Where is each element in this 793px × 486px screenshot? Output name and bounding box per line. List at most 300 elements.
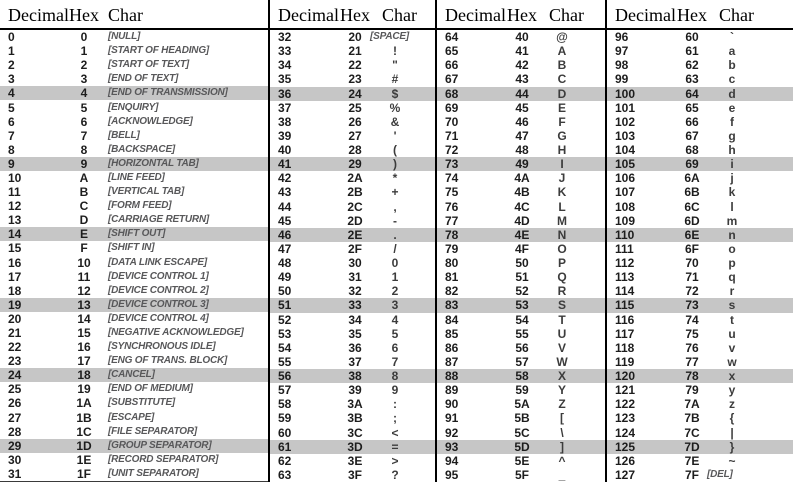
- decimal-cell: 52: [278, 312, 292, 327]
- column-rows: [437, 30, 605, 482]
- hex-cell: 11: [77, 269, 91, 284]
- char-cell: [VERTICAL TAB]: [108, 186, 185, 198]
- header-decimal: Decimal: [278, 5, 339, 25]
- decimal-cell: 36: [278, 86, 292, 101]
- hex-cell: 12: [77, 283, 91, 298]
- hex-cell: 31: [348, 270, 362, 285]
- char-cell: O: [557, 241, 567, 256]
- table-row: [437, 298, 605, 312]
- table-row: [270, 228, 435, 242]
- char-cell: /: [393, 241, 397, 256]
- table-row: [607, 171, 793, 185]
- table-row: [437, 426, 605, 440]
- table-row: [437, 313, 605, 327]
- hex-cell: 5A: [514, 397, 530, 412]
- decimal-cell: 69: [445, 100, 459, 115]
- char-cell: o: [728, 241, 736, 256]
- decimal-cell: 10: [8, 170, 22, 185]
- table-row: [270, 44, 435, 58]
- hex-cell: 41: [515, 44, 529, 59]
- hex-cell: 45: [515, 100, 529, 115]
- hex-cell: D: [79, 213, 89, 228]
- char-cell: 0: [391, 256, 399, 271]
- header-decimal: Decimal: [8, 5, 69, 25]
- table-row: [0, 453, 268, 467]
- hex-cell: 54: [515, 312, 529, 327]
- hex-cell: 2C: [347, 199, 363, 214]
- table-row: [607, 30, 793, 44]
- decimal-cell: 59: [278, 411, 292, 426]
- decimal-cell: 62: [278, 453, 292, 468]
- column-header: [270, 0, 435, 30]
- decimal-cell: 116: [615, 312, 635, 327]
- table-row: [270, 313, 435, 327]
- decimal-cell: 84: [445, 312, 459, 327]
- header-char: Char: [549, 5, 584, 25]
- decimal-cell: 66: [445, 58, 459, 73]
- char-cell: v: [728, 340, 736, 355]
- hex-cell: 57: [515, 354, 529, 369]
- decimal-cell: 104: [615, 143, 636, 158]
- hex-cell: 4: [80, 86, 88, 101]
- table-row: [607, 270, 793, 284]
- decimal-cell: 67: [445, 72, 459, 87]
- table-row: [607, 256, 793, 270]
- hex-cell: 19: [77, 382, 91, 397]
- char-cell: a: [728, 44, 736, 59]
- table-row: [437, 185, 605, 199]
- decimal-cell: 12: [8, 199, 22, 214]
- char-cell: [SHIFT IN]: [108, 242, 155, 254]
- char-cell: 4: [391, 312, 399, 327]
- table-row: [0, 199, 268, 213]
- table-row: [0, 241, 268, 255]
- hex-cell: 71: [685, 270, 699, 285]
- decimal-cell: 102: [615, 114, 636, 129]
- char-cell: 3: [391, 298, 399, 313]
- hex-cell: 3D: [347, 439, 363, 454]
- table-row: [607, 58, 793, 72]
- char-cell: [BELL]: [108, 129, 140, 141]
- table-row: [437, 171, 605, 185]
- char-cell: k: [728, 185, 736, 200]
- column-header: [607, 0, 793, 30]
- decimal-cell: 47: [278, 241, 292, 256]
- table-row: [0, 467, 268, 481]
- decimal-cell: 70: [445, 114, 459, 129]
- decimal-cell: 101: [615, 100, 636, 115]
- char-cell: [LINE FEED]: [108, 171, 165, 183]
- hex-cell: 1: [80, 44, 88, 59]
- char-cell: 2: [391, 284, 399, 299]
- hex-cell: 17: [77, 354, 91, 369]
- char-cell: =: [391, 439, 399, 454]
- char-cell: [DEVICE CONTROL 1]: [108, 270, 209, 282]
- hex-cell: 32: [348, 284, 362, 299]
- char-cell: [END OF TRANSMISSION]: [108, 87, 228, 99]
- char-cell: i: [730, 157, 734, 172]
- hex-cell: 4E: [514, 227, 530, 242]
- decimal-cell: 9: [8, 156, 15, 171]
- table-row: [0, 340, 268, 354]
- table-row: [607, 44, 793, 58]
- char-cell: #: [391, 72, 399, 87]
- char-cell: s: [728, 298, 736, 313]
- decimal-cell: 23: [8, 354, 22, 369]
- char-cell: A: [557, 44, 567, 59]
- char-cell: R: [557, 284, 567, 299]
- hex-cell: 78: [685, 369, 699, 384]
- char-cell: 7: [391, 354, 399, 369]
- ascii-column-0-31: [0, 0, 268, 482]
- char-cell: j: [730, 171, 734, 186]
- table-row: [437, 284, 605, 298]
- table-row: [437, 44, 605, 58]
- char-cell: 9: [391, 383, 399, 398]
- char-cell: *: [392, 171, 398, 186]
- decimal-cell: 48: [278, 256, 292, 271]
- decimal-cell: 124: [615, 425, 636, 440]
- char-cell: J: [558, 171, 566, 186]
- hex-cell: 1D: [76, 438, 92, 453]
- header-char: Char: [719, 5, 754, 25]
- char-cell: [HORIZONTAL TAB]: [108, 157, 199, 169]
- decimal-cell: 88: [445, 369, 459, 384]
- decimal-cell: 71: [445, 128, 459, 143]
- table-row: [607, 411, 793, 425]
- char-cell: 5: [391, 326, 399, 341]
- char-cell: [GROUP SEPARATOR]: [108, 439, 212, 451]
- hex-cell: 30: [348, 256, 362, 271]
- decimal-cell: 103: [615, 128, 636, 143]
- decimal-cell: 38: [278, 114, 292, 129]
- char-cell: [NULL]: [108, 31, 141, 43]
- table-row: [270, 185, 435, 199]
- table-row: [607, 383, 793, 397]
- hex-cell: 52: [515, 284, 529, 299]
- decimal-cell: 45: [278, 213, 292, 228]
- decimal-cell: 122: [615, 397, 636, 412]
- decimal-cell: 73: [445, 157, 459, 172]
- table-row: [0, 382, 268, 396]
- decimal-cell: 5: [8, 100, 15, 115]
- hex-cell: 3B: [347, 411, 363, 426]
- table-row: [270, 426, 435, 440]
- char-cell: [ENG OF TRANS. BLOCK]: [108, 355, 228, 367]
- decimal-cell: 72: [445, 143, 459, 158]
- char-cell: ^: [558, 453, 566, 468]
- decimal-cell: 79: [445, 241, 459, 256]
- table-row: [607, 440, 793, 454]
- hex-cell: 51: [515, 270, 529, 285]
- header-hex: Hex: [507, 5, 537, 25]
- table-row: [270, 468, 435, 482]
- table-row: [437, 129, 605, 143]
- char-cell: !: [393, 44, 397, 59]
- hex-cell: 79: [685, 383, 699, 398]
- char-cell: L: [558, 199, 566, 214]
- decimal-cell: 53: [278, 326, 292, 341]
- hex-cell: 9: [80, 156, 88, 171]
- table-row: [607, 242, 793, 256]
- hex-cell: 73: [685, 298, 699, 313]
- decimal-cell: 117: [615, 326, 635, 341]
- decimal-cell: 29: [8, 438, 22, 453]
- hex-cell: 2D: [347, 213, 363, 228]
- table-row: [607, 129, 793, 143]
- hex-cell: E: [79, 227, 88, 242]
- decimal-cell: 56: [278, 369, 292, 384]
- hex-cell: 75: [685, 326, 699, 341]
- hex-cell: 40: [515, 30, 529, 45]
- decimal-cell: 80: [445, 256, 459, 271]
- hex-cell: 77: [685, 354, 699, 369]
- table-row: [437, 101, 605, 115]
- hex-cell: 34: [348, 312, 362, 327]
- table-row: [0, 284, 268, 298]
- char-cell: $: [391, 86, 399, 101]
- hex-cell: 7: [80, 128, 88, 143]
- hex-cell: 18: [77, 368, 91, 383]
- hex-cell: 38: [348, 369, 362, 384]
- hex-cell: 58: [515, 369, 529, 384]
- decimal-cell: 3: [8, 72, 15, 87]
- table-row: [0, 157, 268, 171]
- char-cell: >: [391, 453, 399, 468]
- char-cell: <: [391, 425, 399, 440]
- char-cell: [FILE SEPARATOR]: [108, 425, 198, 437]
- hex-cell: 46: [515, 114, 529, 129]
- decimal-cell: 65: [445, 44, 459, 59]
- decimal-cell: 118: [615, 340, 635, 355]
- table-row: [270, 256, 435, 270]
- decimal-cell: 55: [278, 354, 292, 369]
- table-row: [0, 129, 268, 143]
- table-row: [270, 171, 435, 185]
- decimal-cell: 87: [445, 354, 459, 369]
- char-cell: [SUBSTITUTE]: [108, 397, 176, 409]
- char-cell: -: [393, 213, 397, 228]
- hex-cell: 7C: [684, 425, 700, 440]
- decimal-cell: 58: [278, 397, 292, 412]
- hex-cell: 74: [685, 312, 699, 327]
- decimal-cell: 89: [445, 383, 459, 398]
- hex-cell: 42: [515, 58, 529, 73]
- char-cell: {: [729, 411, 735, 426]
- table-row: [437, 200, 605, 214]
- table-row: [437, 468, 605, 482]
- table-row: [0, 298, 268, 312]
- decimal-cell: 37: [278, 100, 292, 115]
- decimal-cell: 35: [278, 72, 292, 87]
- decimal-cell: 17: [8, 269, 22, 284]
- hex-cell: 47: [515, 128, 529, 143]
- table-row: [437, 397, 605, 411]
- table-row: [0, 44, 268, 58]
- table-row: [0, 411, 268, 425]
- table-row: [270, 157, 435, 171]
- hex-cell: 72: [685, 284, 699, 299]
- char-cell: d: [728, 86, 736, 101]
- table-row: [0, 72, 268, 86]
- table-row: [0, 270, 268, 284]
- char-cell: _: [558, 467, 566, 482]
- table-row: [437, 157, 605, 171]
- char-cell: [FORM FEED]: [108, 200, 172, 212]
- table-row: [0, 185, 268, 199]
- hex-cell: 2A: [347, 171, 363, 186]
- hex-cell: 1C: [76, 424, 92, 439]
- char-cell: P: [557, 256, 566, 271]
- decimal-cell: 98: [615, 58, 629, 73]
- ascii-column-32-63: [268, 0, 435, 482]
- hex-cell: 62: [685, 58, 699, 73]
- decimal-cell: 75: [445, 185, 459, 200]
- hex-cell: 3E: [347, 453, 363, 468]
- header-decimal: Decimal: [615, 5, 676, 25]
- hex-cell: 4B: [514, 185, 530, 200]
- decimal-cell: 44: [278, 199, 292, 214]
- char-cell: z: [729, 397, 735, 412]
- table-row: [270, 115, 435, 129]
- char-cell: .: [393, 227, 397, 242]
- hex-cell: F: [80, 241, 88, 256]
- decimal-cell: 30: [8, 452, 22, 467]
- table-row: [607, 101, 793, 115]
- char-cell: [BACKSPACE]: [108, 143, 176, 155]
- decimal-cell: 110: [615, 227, 635, 242]
- hex-cell: 21: [348, 44, 362, 59]
- table-row: [0, 30, 268, 44]
- table-row: [607, 72, 793, 86]
- hex-cell: 4C: [514, 199, 530, 214]
- hex-cell: 44: [515, 86, 529, 101]
- ascii-column-64-95: [435, 0, 605, 482]
- char-cell: Q: [557, 270, 567, 285]
- decimal-cell: 77: [445, 213, 459, 228]
- hex-cell: 8: [80, 142, 88, 157]
- hex-cell: 27: [348, 128, 362, 143]
- char-cell: [SPACE]: [370, 31, 409, 43]
- column-rows: [607, 30, 793, 482]
- decimal-cell: 24: [8, 368, 22, 383]
- char-cell: q: [728, 270, 736, 285]
- char-cell: (: [393, 143, 397, 158]
- hex-cell: 28: [348, 143, 362, 158]
- hex-cell: 55: [515, 326, 529, 341]
- decimal-cell: 92: [445, 425, 459, 440]
- table-row: [270, 355, 435, 369]
- char-cell: \: [560, 425, 564, 440]
- hex-cell: 50: [515, 256, 529, 271]
- hex-cell: 48: [515, 143, 529, 158]
- char-cell: |: [730, 425, 734, 440]
- table-row: [437, 440, 605, 454]
- char-cell: X: [557, 369, 566, 384]
- char-cell: U: [557, 326, 567, 341]
- char-cell: n: [728, 227, 736, 242]
- char-cell: ]: [560, 439, 564, 454]
- hex-cell: 43: [515, 72, 529, 87]
- decimal-cell: 125: [615, 439, 636, 454]
- decimal-cell: 83: [445, 298, 459, 313]
- table-row: [270, 87, 435, 101]
- char-cell: e: [728, 100, 736, 115]
- char-cell: [ACKNOWLEDGE]: [108, 115, 193, 127]
- hex-cell: 14: [77, 311, 91, 326]
- decimal-cell: 6: [8, 114, 15, 129]
- table-row: [437, 242, 605, 256]
- decimal-cell: 21: [8, 326, 22, 341]
- table-row: [270, 327, 435, 341]
- table-row: [607, 298, 793, 312]
- hex-cell: 37: [348, 354, 362, 369]
- header-char: Char: [108, 5, 143, 25]
- hex-cell: 7A: [684, 397, 700, 412]
- char-cell: F: [558, 114, 566, 129]
- char-cell: ': [393, 128, 397, 143]
- hex-cell: 70: [685, 256, 699, 271]
- hex-cell: 33: [348, 298, 362, 313]
- decimal-cell: 4: [8, 86, 15, 101]
- decimal-cell: 119: [615, 354, 635, 369]
- table-row: [607, 143, 793, 157]
- table-row: [0, 368, 268, 382]
- hex-cell: 67: [685, 128, 699, 143]
- decimal-cell: 54: [278, 340, 292, 355]
- table-row: [607, 369, 793, 383]
- char-cell: [RECORD SEPARATOR]: [108, 453, 219, 465]
- hex-cell: 56: [515, 340, 529, 355]
- char-cell: [SYNCHRONOUS IDLE]: [108, 341, 216, 353]
- char-cell: h: [728, 143, 736, 158]
- hex-cell: 63: [685, 72, 699, 87]
- char-cell: [CARRIAGE RETURN]: [108, 214, 210, 226]
- table-row: [437, 270, 605, 284]
- decimal-cell: 86: [445, 340, 459, 355]
- char-cell: [DATA LINK ESCAPE]: [108, 256, 207, 268]
- decimal-cell: 26: [8, 396, 22, 411]
- table-row: [607, 426, 793, 440]
- char-cell: ,: [393, 199, 397, 214]
- table-row: [437, 214, 605, 228]
- table-row: [270, 200, 435, 214]
- decimal-cell: 127: [615, 467, 636, 482]
- table-row: [0, 86, 268, 100]
- hex-cell: 68: [685, 143, 699, 158]
- table-row: [607, 87, 793, 101]
- hex-cell: 6D: [684, 213, 700, 228]
- hex-cell: 36: [348, 340, 362, 355]
- table-row: [270, 214, 435, 228]
- hex-cell: 2B: [347, 185, 363, 200]
- decimal-cell: 60: [278, 425, 292, 440]
- decimal-cell: 81: [445, 270, 459, 285]
- decimal-cell: 113: [615, 270, 635, 285]
- decimal-cell: 34: [278, 58, 292, 73]
- char-cell: [DEL]: [707, 468, 733, 480]
- decimal-cell: 94: [445, 453, 459, 468]
- decimal-cell: 16: [8, 255, 22, 270]
- decimal-cell: 85: [445, 326, 459, 341]
- hex-cell: 53: [515, 298, 529, 313]
- header-decimal: Decimal: [445, 5, 506, 25]
- table-row: [437, 58, 605, 72]
- char-cell: u: [728, 326, 736, 341]
- table-row: [0, 425, 268, 439]
- table-row: [270, 270, 435, 284]
- hex-cell: 3: [80, 72, 88, 87]
